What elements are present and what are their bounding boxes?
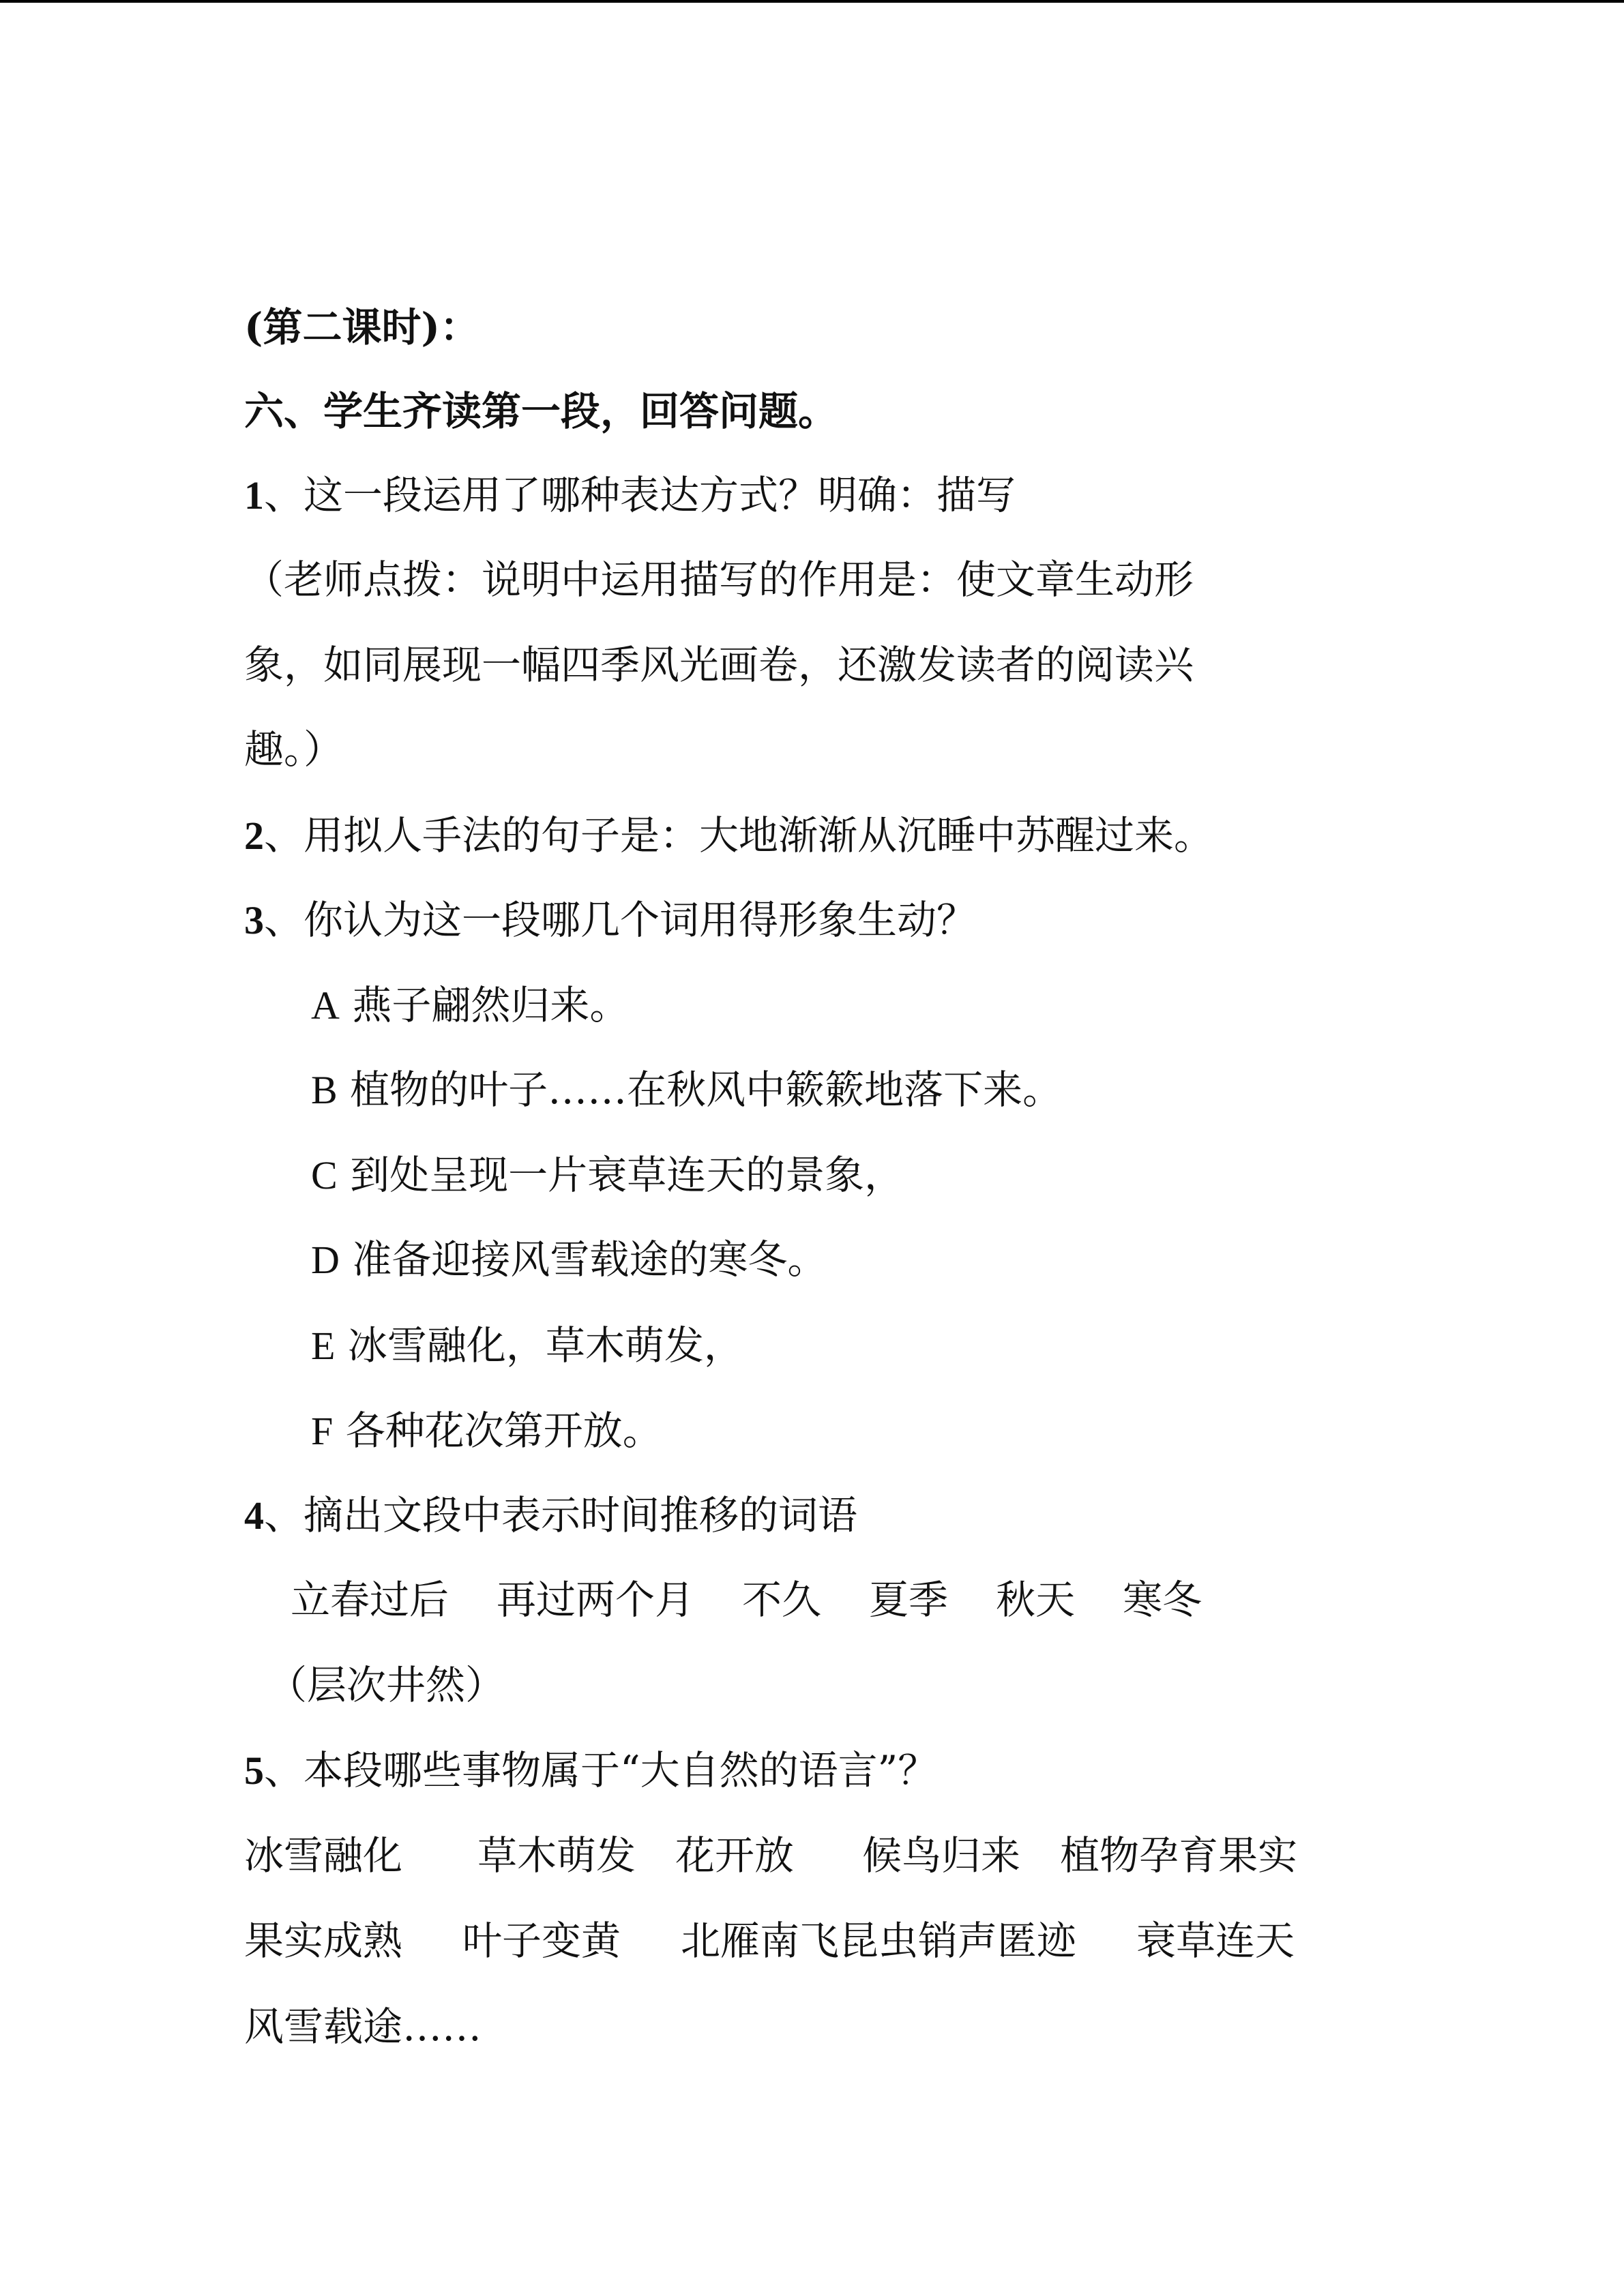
option-letter: C xyxy=(311,1153,338,1197)
question-text: 、本段哪些事物属于“大自然的语言”？ xyxy=(264,1747,938,1793)
nature-item: 花开放 xyxy=(675,1832,795,1879)
nature-language-row-3: 风雪载途…… xyxy=(244,2003,482,2050)
option-letter: F xyxy=(311,1409,334,1453)
option-f xyxy=(311,1407,662,1455)
nature-item: 果实成熟 xyxy=(244,1918,403,1964)
time-terms-note: （层次井然） xyxy=(267,1662,505,1708)
time-term: 立春过后 xyxy=(291,1577,449,1623)
nature-language-row-1 xyxy=(244,1832,1297,1879)
teacher-note-line-1: （老师点拨：说明中运用描写的作用是：使文章生动形 xyxy=(244,556,1194,603)
nature-language-row-2 xyxy=(244,1917,1295,1965)
time-term: 夏季 xyxy=(869,1577,949,1623)
time-term: 不久 xyxy=(742,1577,822,1623)
option-c xyxy=(311,1151,904,1199)
time-term: 再过两个月 xyxy=(497,1577,695,1623)
option-text: 冰雪融化，草木萌发， xyxy=(347,1322,743,1369)
nature-item: 候鸟归来 xyxy=(862,1832,1021,1879)
option-letter: D xyxy=(311,1238,340,1282)
teacher-note-line-2: 象，如同展现一幅四季风光画卷，还激发读者的阅读兴 xyxy=(244,642,1194,688)
time-term: 寒冬 xyxy=(1123,1577,1202,1623)
question-number: 4 xyxy=(244,1493,264,1538)
option-letter: E xyxy=(311,1324,336,1368)
nature-item: 植物孕育果实 xyxy=(1060,1832,1298,1879)
nature-item: 冰雪融化 xyxy=(244,1832,403,1879)
option-letter: B xyxy=(311,1068,338,1112)
option-text: 到处呈现一片衰草连天的景象， xyxy=(350,1152,904,1198)
nature-item: 叶子变黄 xyxy=(462,1918,621,1964)
question-text: 、你认为这一段哪几个词用得形象生动？ xyxy=(264,897,977,943)
question-text: 、摘出文段中表示时间推移的词语 xyxy=(264,1492,858,1538)
option-text: 植物的叶子……在秋风中簌簌地落下来。 xyxy=(350,1067,1063,1113)
option-letter: A xyxy=(311,983,340,1028)
option-text: 各种花次第开放。 xyxy=(345,1407,662,1454)
time-term: 秋天 xyxy=(996,1577,1076,1623)
lesson-header: (第二课时)： xyxy=(244,304,479,351)
teacher-note-line-3: 趣。） xyxy=(244,726,344,773)
question-text: 、用拟人手法的句子是：大地渐渐从沉睡中苏醒过来。 xyxy=(264,812,1214,859)
option-a xyxy=(311,981,629,1029)
option-e xyxy=(311,1322,743,1369)
question-4 xyxy=(244,1491,857,1539)
nature-item: 衰草连天 xyxy=(1136,1918,1295,1964)
question-1 xyxy=(244,471,1016,519)
question-2 xyxy=(244,811,1213,859)
option-text: 燕子翩然归来。 xyxy=(352,982,630,1028)
question-number: 3 xyxy=(244,898,264,942)
question-number: 2 xyxy=(244,814,264,858)
question-text: 、这一段运用了哪种表达方式？明确：描写 xyxy=(264,472,1016,518)
option-text: 准备迎接风雪载途的寒冬。 xyxy=(352,1236,827,1283)
top-border-line xyxy=(0,0,1624,3)
nature-item: 北雁南飞昆虫销声匿迹 xyxy=(681,1918,1077,1964)
question-number: 5 xyxy=(244,1748,264,1793)
section-heading: 六、学生齐读第一段，回答问题。 xyxy=(244,388,838,434)
time-terms-row xyxy=(291,1576,1202,1624)
option-d xyxy=(311,1236,827,1283)
question-3 xyxy=(244,896,976,944)
question-number: 1 xyxy=(244,473,264,518)
question-5 xyxy=(244,1746,937,1794)
option-b xyxy=(311,1066,1062,1114)
nature-item: 草木萌发 xyxy=(477,1832,636,1879)
